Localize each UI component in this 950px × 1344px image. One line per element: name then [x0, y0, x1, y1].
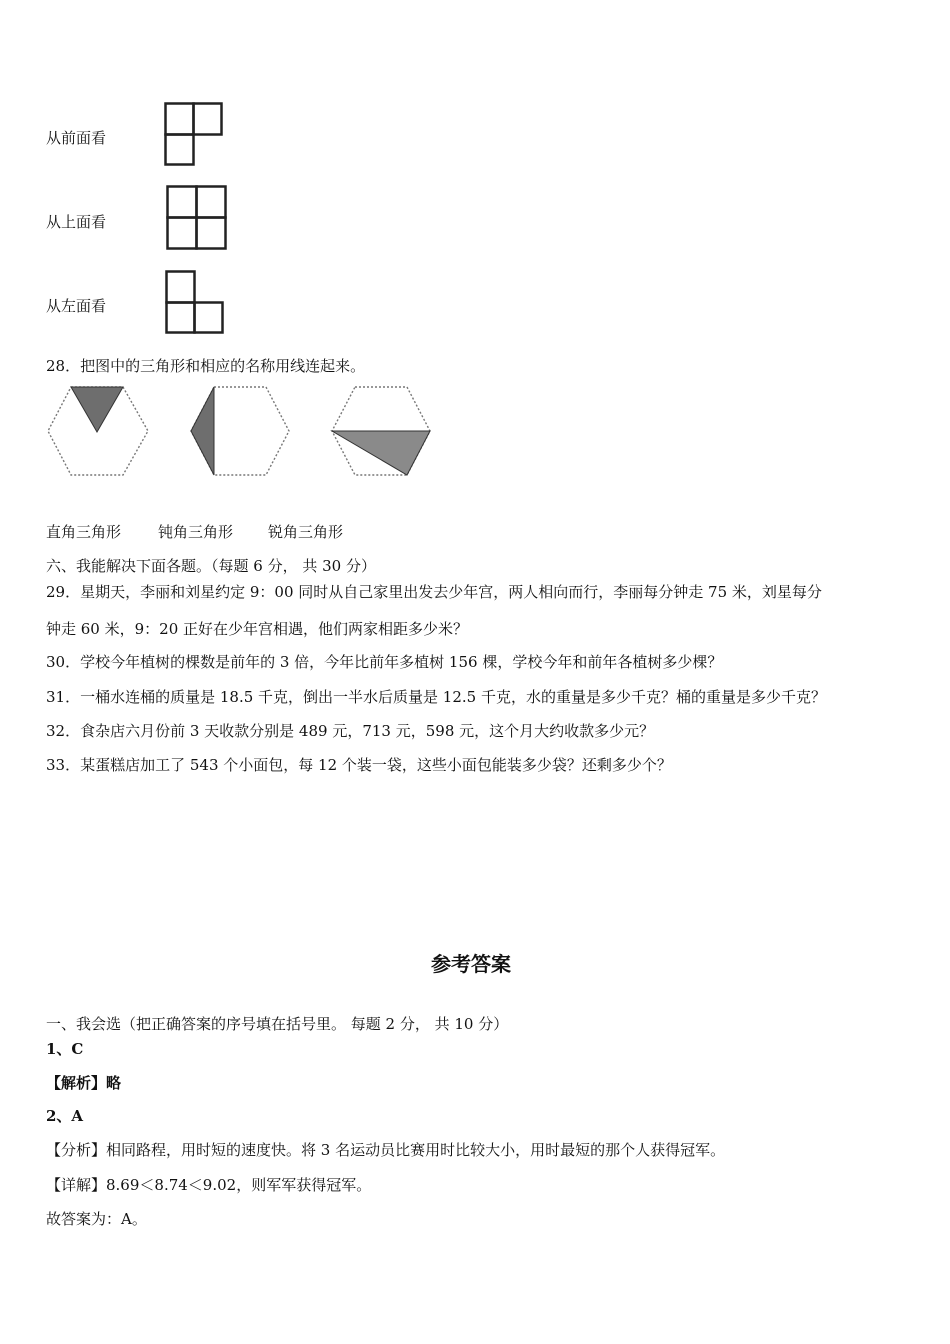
answer-2: 2、A: [46, 1107, 84, 1125]
section-6-heading: 六、我能解决下面各题。（每题 6 分， 共 30 分）: [46, 557, 376, 575]
answer-1: 1、C: [46, 1040, 84, 1058]
view-front-label: 从前面看: [46, 129, 107, 147]
question-28: 28．把图中的三角形和相应的名称用线连起来。: [46, 357, 366, 375]
question-33: 33．某蛋糕店加工了 543 个小面包，每 12 个装一袋，这些小面包能装多少袋？还剩多少个？: [46, 756, 672, 774]
view-left-figure: [165, 270, 225, 336]
triangle-name-obtuse: 钝角三角形: [158, 523, 234, 541]
hexagon-figure-3: [330, 385, 434, 477]
question-30: 30．学校今年植树的棵数是前年的 3 倍，今年比前年多植树 156 棵，学校今年和前年各植树多少棵？: [46, 653, 723, 671]
hexagon-figure-2: [189, 385, 293, 477]
answer-1-note: 【解析】略: [46, 1074, 122, 1092]
answer-2-analysis: 【分析】相同路程，用时短的速度快。将 3 名运动员比赛用时比较大小，用时最短的那个人获得冠军。: [46, 1141, 726, 1159]
answers-title: 参考答案: [431, 952, 511, 976]
question-31: 31．一桶水连桶的质量是 18.5 千克，倒出一半水后质量是 12.5 千克，水的重量是多少千克？桶的重量是多少千克？: [46, 688, 826, 706]
view-left-label: 从左面看: [46, 297, 107, 315]
view-front-figure: [164, 102, 224, 166]
answers-section-1-heading: 一、我会选（把正确答案的序号填在括号里。 每题 2 分， 共 10 分）: [46, 1015, 509, 1033]
view-top-figure: [166, 185, 228, 251]
answer-2-final: 故答案为：A。: [46, 1210, 147, 1228]
answer-2-detail: 【详解】8.69＜8.74＜9.02，则军军获得冠军。: [46, 1176, 372, 1194]
triangle-name-right: 直角三角形: [46, 523, 122, 541]
view-top-label: 从上面看: [46, 213, 107, 231]
question-29-line-1: 29．星期天，李丽和刘星约定 9：00 同时从自己家里出发去少年宫，两人相向而行，李丽每分钟走 75 米，刘星每分: [46, 583, 822, 601]
triangle-name-acute: 锐角三角形: [268, 523, 344, 541]
question-32: 32．食杂店六月份前 3 天收款分别是 489 元，713 元，598 元，这个月大约收款多少元？: [46, 722, 655, 740]
question-29-line-2: 钟走 60 米，9：20 正好在少年宫相遇，他们两家相距多少米？: [46, 620, 469, 638]
hexagon-figure-1: [46, 385, 150, 477]
